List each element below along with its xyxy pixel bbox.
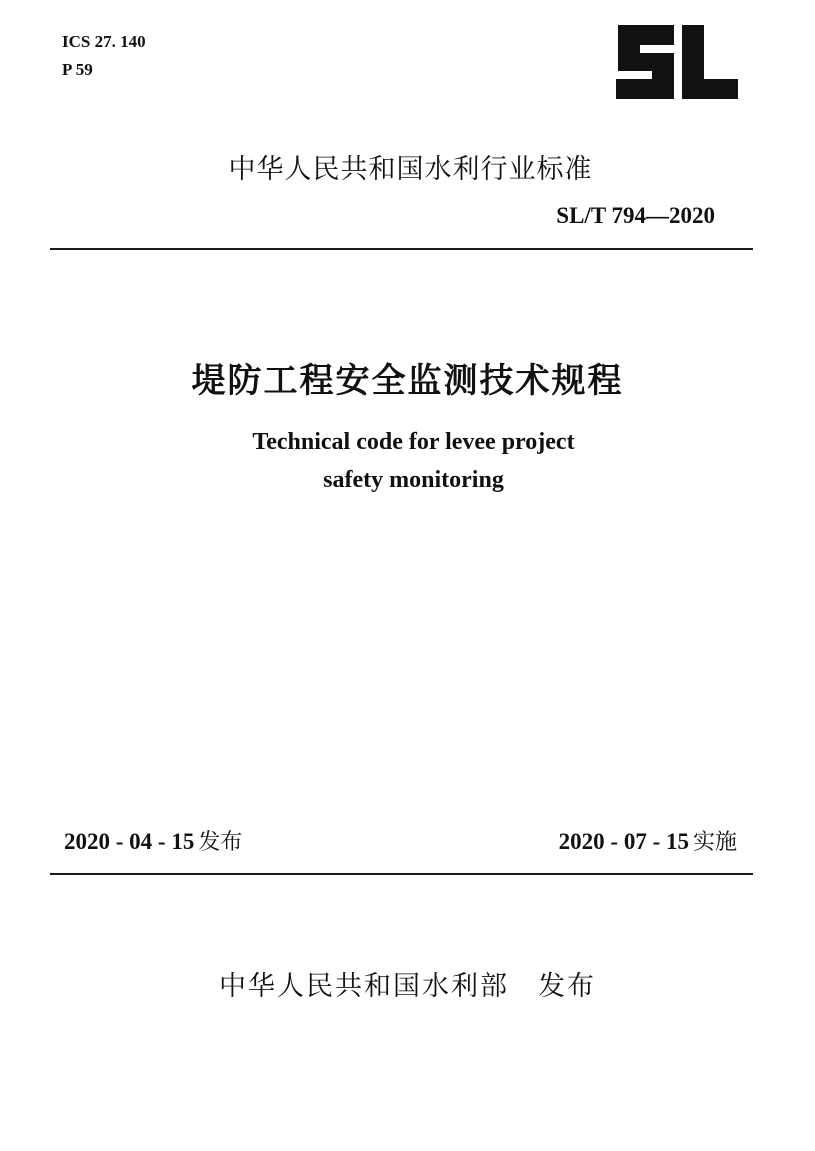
top-divider (50, 248, 753, 250)
publisher-line: 中华人民共和国水利部 发布 (219, 971, 596, 1002)
english-title-line-2: safety monitoring (323, 467, 504, 493)
ics-code: ICS 27. 140 (62, 32, 146, 51)
effective-label: 实施 (692, 830, 737, 855)
ccs-code: P 59 (62, 60, 93, 79)
english-title-line-1: Technical code for levee project (252, 429, 575, 455)
bottom-divider (50, 873, 753, 875)
effective-date-value: 2020 - 07 - 15 (558, 829, 689, 854)
sl-logo-l-glyph (682, 25, 738, 99)
sl-logo (612, 23, 742, 101)
effective-date (559, 825, 737, 860)
document-title-english (0, 423, 815, 499)
standard-number: SL/T 794—2020 (556, 203, 715, 228)
issue-date (64, 825, 242, 860)
issue-label: 发布 (198, 830, 243, 855)
sl-logo-s-glyph (616, 25, 674, 99)
industry-standard-heading: 中华人民共和国水利行业标准 (228, 154, 593, 185)
document-title-chinese: 堤防工程安全监测技术规程 (191, 361, 624, 401)
classification-codes (62, 28, 146, 84)
issue-date-value: 2020 - 04 - 15 (64, 829, 195, 854)
